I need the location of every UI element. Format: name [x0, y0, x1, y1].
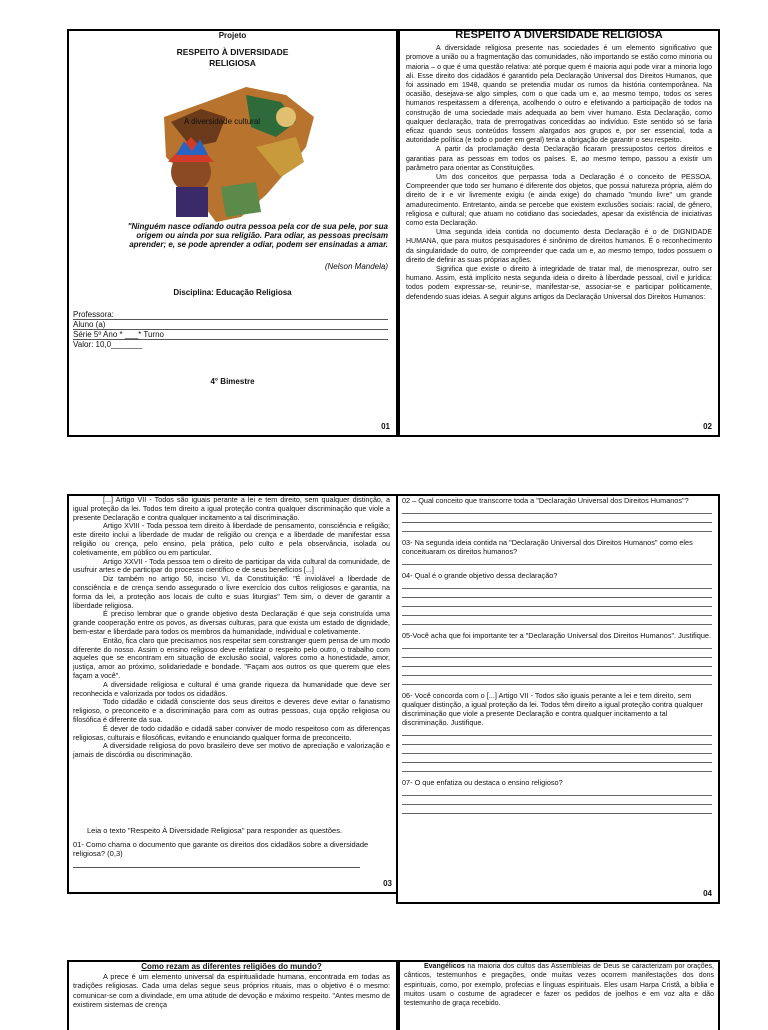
paragraph: É dever de todo cidadão e cidadã saber conviver de modo respeitoso com as diferenças religiosas, culturais e filosóficas, evitando e enunciando qualquer forma de preconceito. — [73, 723, 390, 742]
paragraph-text: na maioria dos cultos das Assembleias de Deus se caracterizam por orações, cânticos, testemunhos e pregações, onde muitas vezes ocorrem manifestações dos dons espirituais, como, por exemplo, profecias e línguas espirituais. Eles usam Harpa Cristã, a bíblia e muitos usam o costume de agradecer e fazer os pedidos de joelhos e em voz alta e dão testemunho de graça recebido. — [404, 963, 714, 1008]
answer-line[interactable] — [402, 649, 712, 658]
answer-line[interactable] — [402, 589, 712, 598]
paragraph: [...] Artigo VII - Todos são iguais perante a lei e tem direito, sem qualquer distinção, a igual proteção da lei. Todos tem direito a igual proteção contra qualquer discriminação que viole a presente Declaração e contra qualquer incitamento a tal discriminação. — [73, 495, 390, 522]
answer-line[interactable] — [402, 598, 712, 607]
answer-line[interactable] — [402, 640, 712, 649]
answer-line[interactable] — [402, 580, 712, 589]
question-04: 04- Qual é o grande objetivo dessa declaração? — [402, 571, 712, 625]
answer-line[interactable] — [402, 505, 712, 514]
instruction: Leia o texto "Respeito À Diversidade Religiosa" para responder as questões. — [87, 826, 343, 835]
answer-line[interactable] — [402, 523, 712, 532]
question-02: 02 – Qual conceito que transcorre toda a "Declaração Universal dos Direitos Humanos"? — [402, 496, 712, 532]
answer-line[interactable] — [402, 763, 712, 772]
student-info-fields — [73, 310, 388, 349]
paragraph: Uma segunda ideia contida no documento desta Declaração é o de DIGNIDADE HUMANA, que para muitos pesquisadores é sinônimo de direitos humanos. É o reconhecimento da singularidade do outro, de compreender que cada um e, ao mesmo tempo, todos possuem o direito de definir as suas próprias ações. — [406, 229, 712, 264]
question-03: 03- Na segunda ideia contida na "Declaração Universal dos Direitos Humanos" como eles conceituaram os direitos humanos? — [402, 538, 712, 565]
question-01 — [73, 840, 390, 868]
answer-line[interactable] — [402, 667, 712, 676]
paragraph: Todo cidadão e cidadã consciente dos seus direitos e deveres deve evitar o fanatismo religioso, o preconceito e a discriminação para com as outras pessoas, cuja opção religiosa ou filosófica é diferente da sua. — [73, 697, 390, 724]
mandela-quote: "Ninguém nasce odiando outra pessoa pela cor de sua pele, por sua origem ou ainda por sua religião. Para odiar, as pessoas precisam aprender; e, se pode aprender a odiar, podem ser ensinadas a amar. — [127, 222, 388, 249]
paragraph — [404, 962, 714, 1008]
paragraph: Um dos conceitos que perpassa toda a Declaração é o conceito de PESSOA. Compreender que todo ser humano é diferente dos objetos, que possui natureza própria, além do direito de ir e vir livremente exigiu (e ainda exige) do chamado "mundo livre" um grande amadurecimento. Entretanto, ainda se percebe que existem exclusões sociais: racial, de gênero, religiosa e cultural; que atuam no cotidiano das sociedades, apesar da existência de iniciativas como esta Declaração. — [406, 174, 712, 228]
answer-line[interactable] — [402, 514, 712, 523]
paragraph: Então, fica claro que precisamos nos respeitar sem constranger quem pensa de um modo diferente do nosso. Assim o ensino religioso deve enfatizar o respeito pelo outro, o trabalho com aqueles que se encontram em situação de exclusão social, valores como a honestidade, amor, justiça, amor ao próximo, solidariedade e bondade. "Façam aos outros os que querem que eles façam a você". — [73, 635, 390, 680]
grade-field[interactable]: Série 5º Ano * ___* Turno — [73, 330, 388, 340]
question-text: 01- Como chama o documento que garante os direitos dos cidadãos sobre a diversidade religiosa? (0,3) — [73, 840, 369, 858]
answer-line[interactable] — [402, 754, 712, 763]
section-title: Como rezam as diferentes religiões do mundo? — [141, 962, 322, 971]
paragraph: Diz também no artigo 50, inciso VI, da Constituição: "É inviolável a liberdade de consciência e de crença sendo assegurado o livre exercício dos cultos religiosos e garantia, na forma da lei, a proteção aos locais de culto e suas liturgias" Tem sim, o dever de garantir a liberdade religiosa. — [73, 574, 390, 610]
paragraph: A diversidade religiosa presente nas sociedades é um elemento significativo que promove a união ou a fragmentação das comunidades, não importando se estão como minoria ou maioria – o que é uma questão relativa: até porque quem é maioria aqui pode virar a minoria logo ali. Esse direito dos cidadãos é garantido pela Declaração Universal dos Direitos Humanos, que foi assinado em 1948, quando se pretendia mudar os rumos da história contemporânea. Na ocasião, desejava-se algo simples, com o que cada um e, ao mesmo tempo, todos os seres humanos respeitassem a diferença, acolhendo o outro e efetivando a participação de todos na construção de uma sociedade mais adequada ao bem viver humano. Esta Declaração, como qualquer declaração, trata de prerrogativas concedidas ao indivíduo. Este sentido só se faria eficaz quando seus conteúdos fossem alargados aos grupos e, por ser essencial, toda a autoridade política (e todo o poder em geral) teria a obrigação de garantir o seu respeito. — [406, 45, 712, 145]
answer-line[interactable] — [402, 805, 712, 814]
page-06 — [398, 960, 720, 1030]
prayer-text — [73, 962, 390, 1010]
question-07: 07- O que enfatiza ou destaca o ensino religioso? — [402, 778, 712, 814]
answer-line[interactable] — [402, 556, 712, 565]
page-number: 04 — [703, 889, 712, 898]
article-title: RESPEITO A DIVERSIDADE RELIGIOSA — [455, 29, 663, 41]
page-number: 01 — [381, 422, 390, 431]
teacher-field[interactable]: Professora: — [73, 310, 388, 320]
page-number: 02 — [703, 422, 712, 431]
question-05: 05-Você acha que foi importante ter a "Declaração Universal dos Direitos Humanos". Justifique. — [402, 631, 712, 685]
paragraph: Significa que existe o direito à integridade de tratar mal, de menosprezar, outro ser humano. Assim, está implícito nesta segunda ideia o direito à liberdade pessoal, civil e jurídica: todos podem expressar-se, reunir-se, manifestar-se, associar-se e participar politicamente, defendendo suas ideias. A seguir alguns artigos da Declaração Universal dos Direitos Humanos: — [406, 266, 712, 301]
answer-line[interactable] — [402, 607, 712, 616]
paragraph: É preciso lembrar que o grande objetivo desta Declaração é que seja construída uma grande cooperação entre os povos, as diversas culturas, para que exista um estado de dignidade, bem-estar e liberdade para todos os membros da humanidade, individual e coletivamente. — [73, 609, 390, 636]
paragraph: A diversidade religiosa e cultural é uma grande riqueza da humanidade que deve ser reconhecida e valorizada por todos os cidadãos. — [73, 679, 390, 698]
score-field: Valor: 10,0_______ — [73, 340, 143, 349]
answer-line[interactable] — [402, 787, 712, 796]
paragraph: Artigo XVIII - Toda pessoa tem direito à liberdade de pensamento, consciência e religião; este direito inclui a liberdade de mudar de religião ou crença e a liberdade de manifestar essa religião ou crença, pelo ensino, pela prática, pelo culto e pela observância, isolada ou coletivamente, em público ou em particular. — [73, 521, 390, 557]
project-label: Projeto — [218, 31, 247, 40]
page-01 — [67, 29, 398, 437]
answer-line[interactable] — [402, 745, 712, 754]
articles-text — [73, 496, 390, 760]
answer-line[interactable] — [402, 727, 712, 736]
cultural-diversity-collage — [146, 77, 321, 227]
project-title: RESPEITO À DIVERSIDADE RELIGIOSA — [176, 47, 289, 68]
page-05 — [67, 960, 398, 1030]
question-06: 06- Você concorda com o [...] Artigo VII - Todos são iguais perante a lei e tem direito, sem qualquer distinção, a igual proteção da lei. Todos têm direito a igual proteção contra qualquer discriminação que viole a presente Declaração e contra qualquer incitamento a tal discriminação. Justifique. — [402, 691, 712, 772]
paragraph: A partir da proclamação desta Declaração ficaram pressupostos certos direitos e garantias para as pessoas em todos os países. E, ao mesmo tempo, passou a existir um parâmetro para orientar as Constituições. — [406, 146, 712, 172]
discipline-label: Disciplina: Educação Religiosa — [173, 288, 292, 297]
paragraph: A prece é um elemento universal da espiritualidade humana, encontrada em todas as tradições religiosas. Cada uma delas segue seus próprios rituais, mas o objetivo é o mesmo: comunicar-se com a divindade, em uma atitude de devoção e máximo respeito. "Antes mesmo de existirem sistemas de crença — [73, 971, 390, 1009]
answer-line[interactable] — [73, 858, 360, 868]
paragraph: Artigo XXVII - Toda pessoa tem o direito de participar da vida cultural da comunidade, de usufruir artes e de participar do processo científico e de seus benefícios [...] — [73, 556, 390, 575]
page-04 — [396, 494, 720, 904]
collage-caption: A diversidade cultural — [184, 117, 261, 126]
student-field[interactable]: Aluno (a) — [73, 320, 388, 330]
answer-line[interactable] — [402, 796, 712, 805]
paragraph: A diversidade religiosa do povo brasileiro deve ser motivo de apreciação e valorização e jamais de discórdia ou discriminação. — [73, 741, 390, 760]
section-heading: Evangélicos — [424, 963, 465, 970]
answer-line[interactable] — [402, 658, 712, 667]
quote-author: (Nelson Mandela) — [324, 262, 388, 271]
article-text — [406, 31, 712, 302]
bimester-label: 4° Bimestre — [210, 377, 255, 386]
page-02 — [398, 29, 720, 437]
answer-line[interactable] — [402, 676, 712, 685]
page-03 — [67, 494, 398, 894]
answer-line[interactable] — [402, 736, 712, 745]
page-number: 03 — [383, 879, 392, 888]
questions — [402, 496, 712, 820]
evangelicals-text — [404, 962, 714, 1008]
answer-line[interactable] — [402, 616, 712, 625]
